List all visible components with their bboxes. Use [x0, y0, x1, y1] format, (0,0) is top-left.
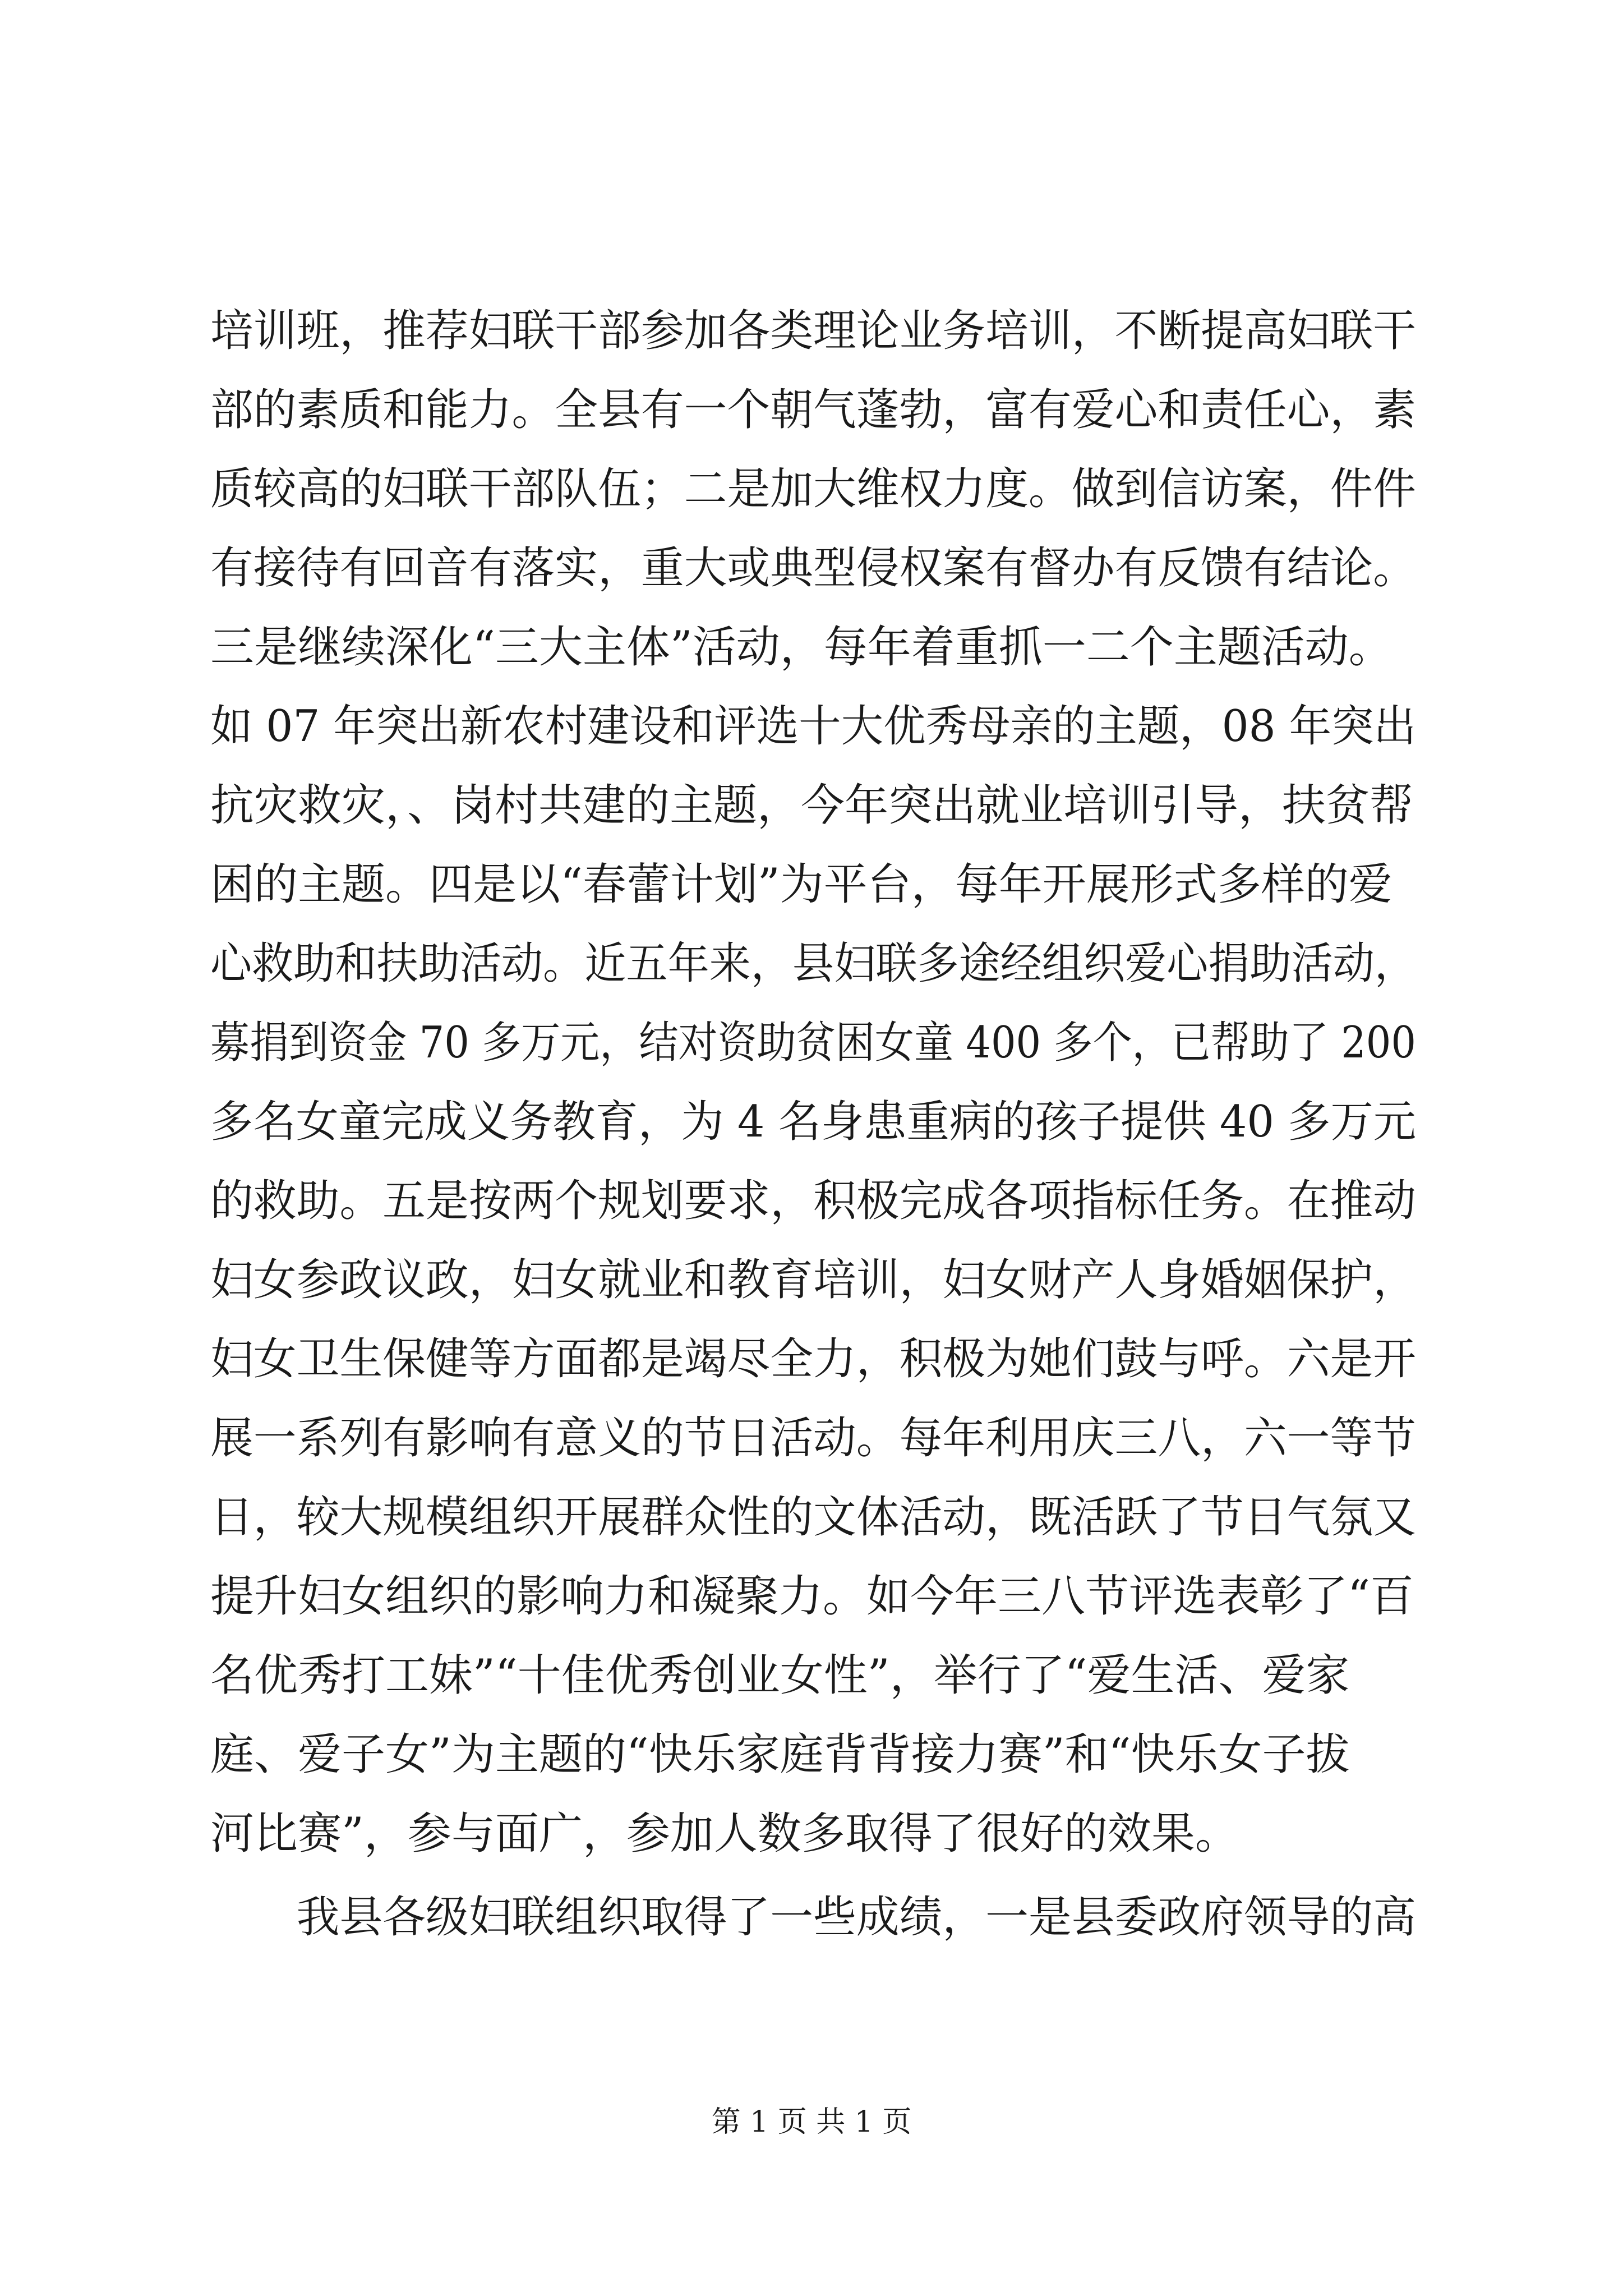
text-line: 如 07 年突出新农村建设和评选十大优秀母亲的主题，08 年突出 [210, 701, 1416, 752]
text-line: 提升妇女组织的影响力和凝聚力。如今年三八节评选表彰了“百 [210, 1571, 1414, 1622]
text-line: 我县各级妇联组织取得了一些成绩，一是县委政府领导的高 [210, 1892, 1417, 1943]
text-line: 河比赛”，参与面广，参加人数多取得了很好的效果。 [210, 1809, 1239, 1859]
text-line: 质较高的妇联干部队伍；二是加大维权力度。做到信访案，件件 [210, 464, 1417, 514]
text-line: 有接待有回音有落实，重大或典型侵权案有督办有反馈有结论。 [210, 543, 1417, 593]
text-line: 困的主题。四是以“春蕾计划”为平台，每年开展形式多样的爱 [210, 859, 1393, 910]
text-line: 的救助。五是按两个规划要求，积极完成各项指标任务。在推动 [210, 1176, 1417, 1226]
text-line: 抗灾救灾，、岗村共建的主题，今年突出就业培训引导，扶贫帮 [210, 780, 1414, 831]
page-footer: 第 1 页 共 1 页 [711, 2105, 912, 2139]
text-line: 名优秀打工妹”“十佳优秀创业女性”，举行了“爱生活、爱家 [210, 1650, 1350, 1701]
text-line: 日，较大规模组织开展群众性的文体活动，既活跃了节日气氛又 [210, 1492, 1417, 1543]
text-line: 展一系列有影响有意义的节日活动。每年利用庆三八，六一等节 [210, 1413, 1417, 1464]
text-line: 心救助和扶助活动。近五年来，县妇联多途经组织爱心捐助活动， [210, 938, 1417, 989]
text-line: 培训班，推荐妇联干部参加各类理论业务培训，不断提高妇联干 [210, 306, 1417, 356]
text-line: 庭、爱子女”为主题的“快乐家庭背背接力赛”和“快乐女子拔 [210, 1729, 1350, 1780]
text-line: 多名女童完成义务教育，为 4 名身患重病的孩子提供 40 多万元 [210, 1097, 1417, 1147]
body-text [210, 292, 1416, 1957]
text-line: 部的素质和能力。全县有一个朝气蓬勃，富有爱心和责任心，素 [210, 385, 1417, 435]
text-line: 三是继续深化“三大主体”活动，每年着重抓一二个主题活动。 [210, 622, 1393, 673]
text-line: 募捐到资金 70 多万元，结对资助贫困女童 400 多个，已帮助了 200 [210, 1018, 1416, 1068]
text-line: 妇女参政议政，妇女就业和教育培训，妇女财产人身婚姻保护， [210, 1255, 1417, 1305]
text-line: 妇女卫生保健等方面都是竭尽全力，积极为她们鼓与呼。六是开 [210, 1334, 1417, 1384]
